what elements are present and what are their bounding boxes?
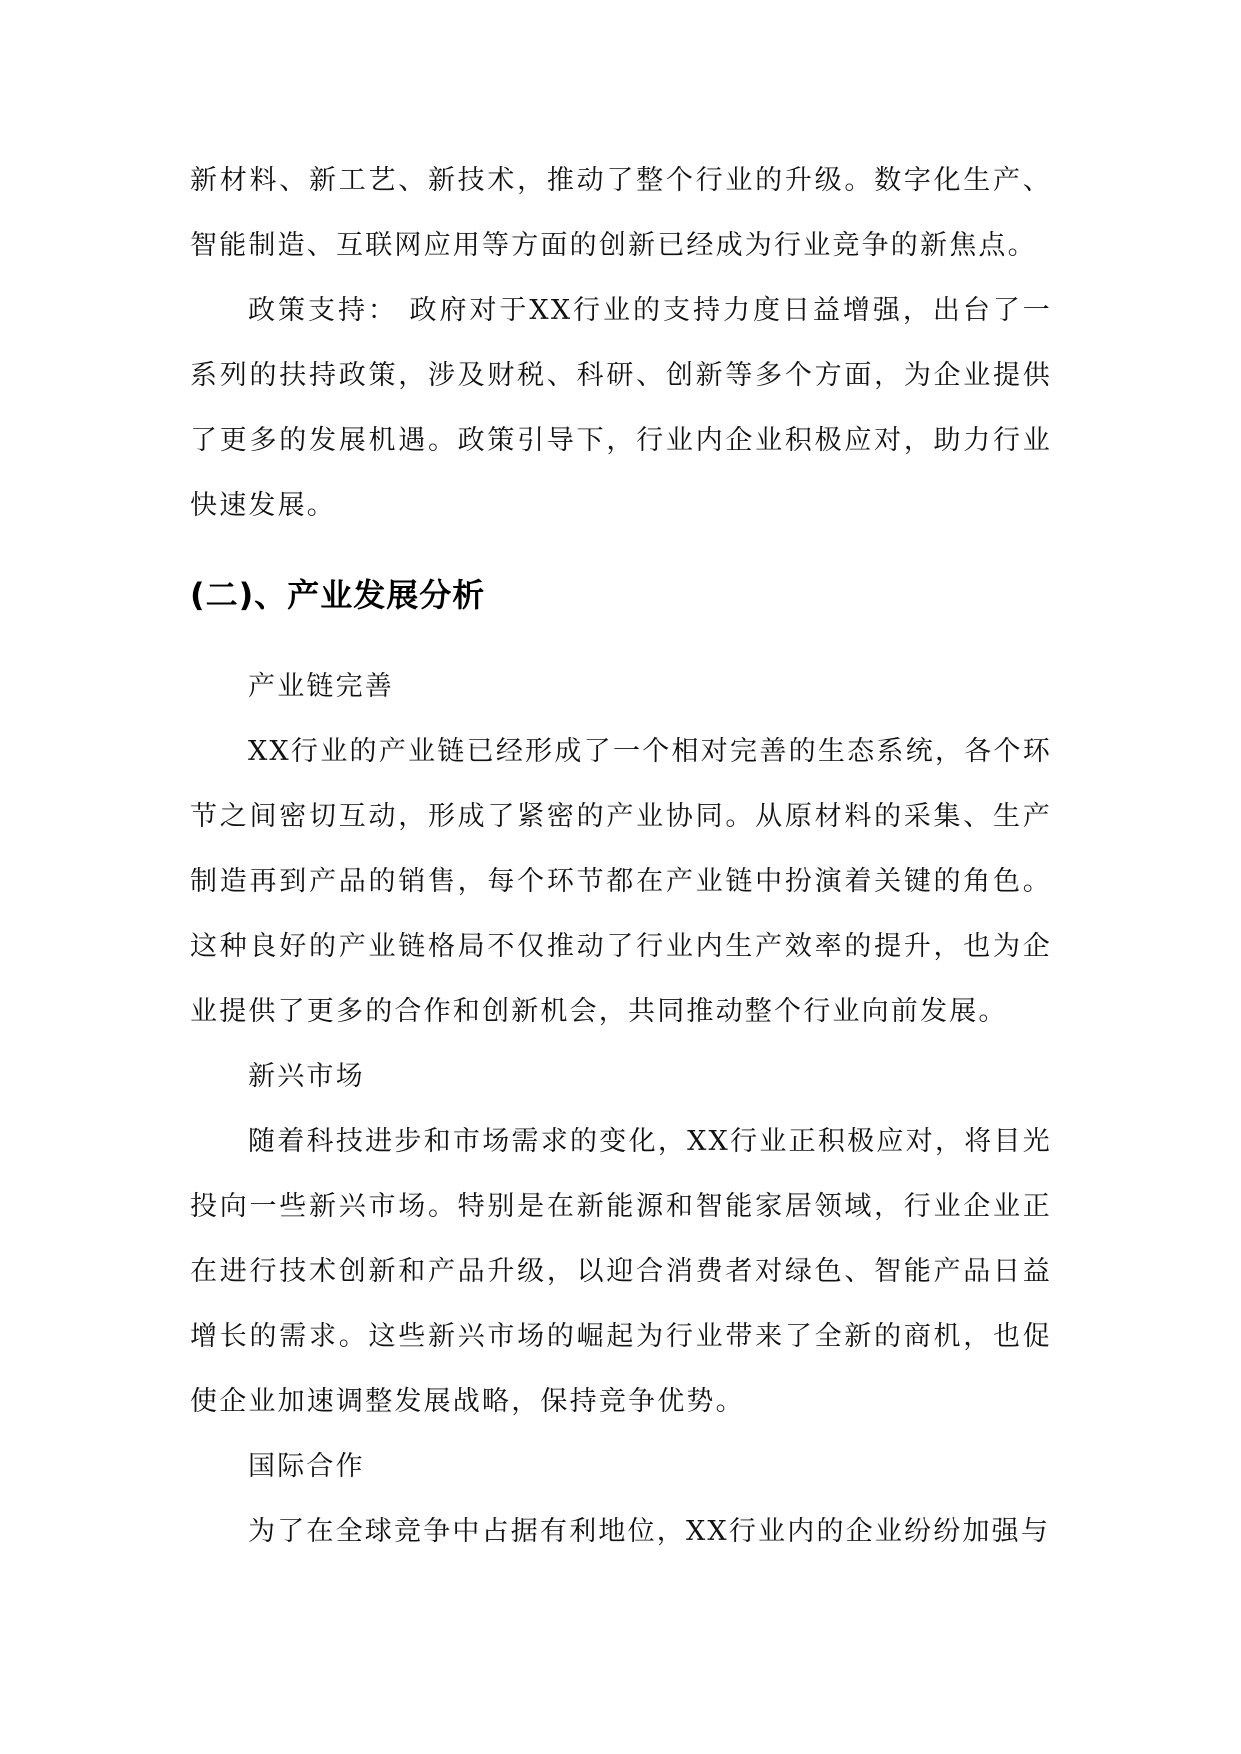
subheading-international-cooperation: 国际合作	[248, 1451, 365, 1482]
paragraph-emerging-markets: 随着科技进步和市场需求的变化，XX行业正积极应对，将目光投向一些新兴市场。特别是在新能源和智能家居领域，行业企业正在进行技术创新和产品升级，以迎合消费者对绿色、智能产品日益增长的需求。这些新兴市场的崛起为行业带来了全新的商机，也促使企业加速调整发展战略，保持竞争优势。	[190, 1126, 1052, 1417]
subheading-emerging-markets: 新兴市场	[248, 1061, 365, 1092]
page-content	[190, 148, 1052, 1564]
paragraph-innovation: 新材料、新工艺、新技术，推动了整个行业的升级。数字化生产、智能制造、互联网应用等方面的创新已经成为行业竞争的新焦点。	[190, 165, 1052, 261]
subheading-industry-chain: 产业链完善	[248, 671, 394, 702]
paragraph-policy-support: 政策支持： 政府对于XX行业的支持力度日益增强，出台了一系列的扶持政策，涉及财税、科研、创新等多个方面，为企业提供了更多的发展机遇。政策引导下，行业内企业积极应对，助力行业快速发展。	[190, 295, 1052, 521]
section-heading: (二)、产业发展分析	[190, 576, 486, 614]
paragraph-industry-chain: XX行业的产业链已经形成了一个相对完善的生态系统，各个环节之间密切互动，形成了紧密的产业协同。从原材料的采集、生产制造再到产品的销售，每个环节都在产业链中扮演着关键的角色。这种良好的产业链格局不仅推动了行业内生产效率的提升，也为企业提供了更多的合作和创新机会，共同推动整个行业向前发展。	[190, 736, 1052, 1027]
paragraph-international-cooperation: 为了在全球竞争中占据有利地位，XX行业内的企业纷纷加强与	[248, 1516, 1051, 1547]
